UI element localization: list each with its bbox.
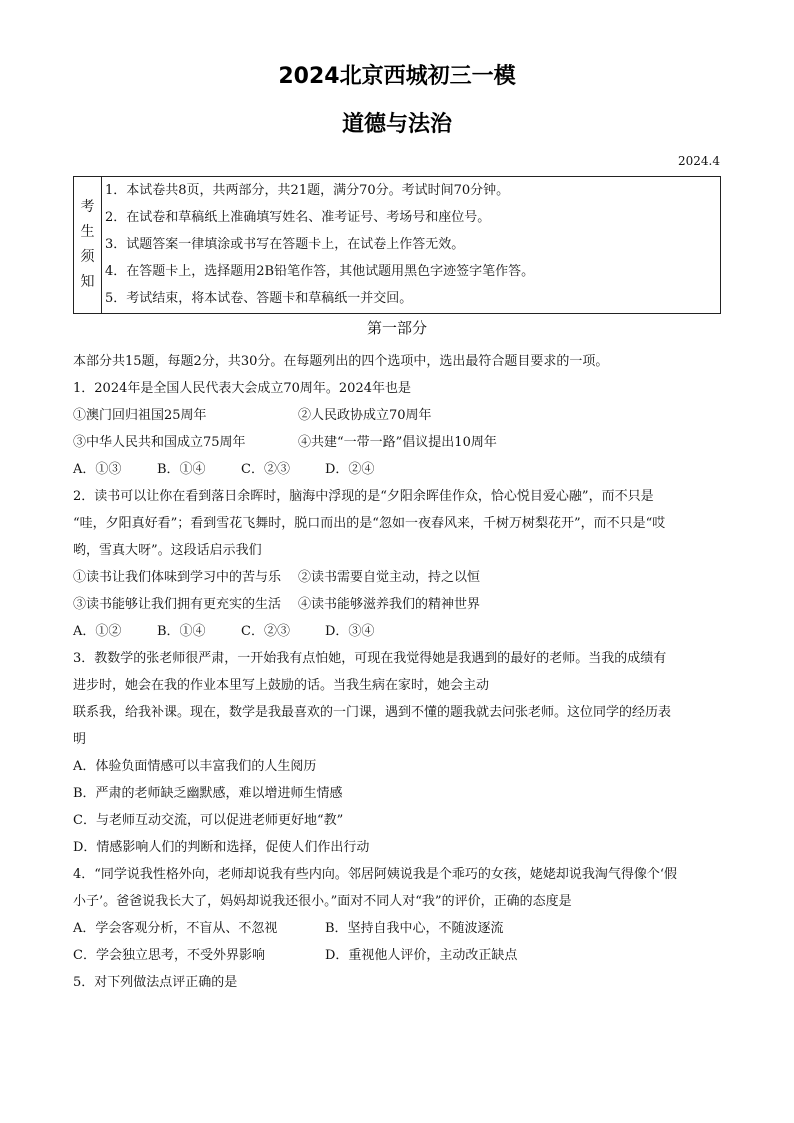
- notice-item: 4．在答题卡上，选择题用2B铅笔作答，其他试题用黑色字迹签字笔作答。: [105, 264, 535, 279]
- question-2-statements-row: [73, 591, 723, 618]
- notice-heading-char: 须: [80, 249, 95, 265]
- statement: ②人民政协成立70周年: [298, 408, 432, 423]
- notice-item: 5．考试结束，将本试卷、答题卡和草稿纸一并交回。: [105, 291, 413, 306]
- section-instructions: 本部分共15题，每题2分，共30分。在每题列出的四个选项中，选出最符合题目要求的一项。: [73, 354, 609, 369]
- question-3-stem: 3．教数学的张老师很严肃，一开始我有点怕她，可现在我觉得她是我遇到的最好的老师。当我的成绩有: [73, 651, 667, 666]
- section-title: 第一部分: [366, 319, 427, 337]
- question-2-statements-row: [73, 564, 723, 591]
- option-b: B．①④: [157, 624, 206, 639]
- notice-heading-char: 考: [80, 199, 95, 215]
- option-c: C．学会独立思考，不受外界影响: [73, 948, 265, 963]
- statement: ①读书让我们体味到学习中的苦与乐: [73, 570, 282, 585]
- question-2-stem: 哟，雪真大呀”。这段话启示我们: [73, 543, 262, 558]
- question-2-stem: 2．读书可以让你在看到落日余晖时，脑海中浮现的是“夕阳余晖佳作众，恰心悦目爱心融”，而不只是: [73, 489, 654, 504]
- candidate-notice-box: [73, 176, 721, 314]
- option-c: C．②③: [241, 462, 290, 477]
- statement: ③中华人民共和国成立75周年: [73, 435, 246, 450]
- subject-title: 道德与法治: [341, 112, 452, 137]
- statement: ③读书能够让我们拥有更充实的生活: [73, 597, 282, 612]
- question-5-stem: 5．对下列做法点评正确的是: [73, 975, 238, 990]
- statement: ②读书需要自觉主动，持之以恒: [298, 570, 481, 585]
- option-a: A．①②: [73, 624, 122, 639]
- option-d: D．情感影响人们的判断和选择，促使人们作出行动: [73, 840, 370, 855]
- exam-date: 2024.4: [678, 154, 720, 168]
- question-body: [73, 348, 723, 996]
- notice-list: [105, 177, 716, 312]
- option-c: C．②③: [241, 624, 290, 639]
- option-d: D．②④: [325, 462, 375, 477]
- option-b: B．坚持自我中心，不随波逐流: [325, 921, 504, 936]
- question-1-statements-row: [73, 402, 723, 429]
- question-1-options: [73, 456, 723, 483]
- option-a: A．①③: [73, 462, 122, 477]
- question-4-options-row: [73, 915, 723, 942]
- statement: ④读书能够滋养我们的精神世界: [298, 597, 481, 612]
- notice-item: 3．试题答案一律填涂或书写在答题卡上，在试卷上作答无效。: [105, 237, 465, 252]
- question-2-options: [73, 618, 723, 645]
- question-2-stem: “哇，夕阳真好看”；看到雪花飞舞时，脱口而出的是“忽如一夜春风来，千树万树梨花开”，而不只是“哎: [73, 516, 666, 531]
- exam-title: 2024北京西城初三一模: [278, 64, 516, 89]
- question-1-statements-row: [73, 429, 723, 456]
- notice-item: 1．本试卷共8页，共两部分，共21题，满分70分。考试时间70分钟。: [105, 183, 510, 198]
- option-a: A．体验负面情感可以丰富我们的人生阅历: [73, 759, 317, 774]
- statement: ④共建“一带一路”倡议提出10周年: [298, 435, 497, 450]
- question-3-stem: 联系我，给我补课。现在，数学是我最喜欢的一门课，遇到不懂的题我就去问张老师。这位同学的经历表: [73, 705, 672, 720]
- option-c: C．与老师互动交流，可以促进老师更好地“教”: [73, 813, 344, 828]
- option-b: B．严肃的老师缺乏幽默感，难以增进师生情感: [73, 786, 343, 801]
- notice-item: 2．在试卷和草稿纸上准确填写姓名、准考证号、考场号和座位号。: [105, 210, 491, 225]
- option-d: D．重视他人评价，主动改正缺点: [325, 948, 518, 963]
- question-4-options-row: [73, 942, 723, 969]
- question-3-stem: 明: [73, 732, 87, 747]
- option-d: D．③④: [325, 624, 375, 639]
- notice-heading: [74, 177, 102, 313]
- question-1-stem: 1．2024年是全国人民代表大会成立70周年。2024年也是: [73, 381, 411, 396]
- notice-heading-char: 知: [80, 274, 95, 290]
- question-3-stem: 进步时，她会在我的作业本里写上鼓励的话。当我生病在家时，她会主动: [73, 678, 490, 693]
- option-b: B．①④: [157, 462, 206, 477]
- question-4-stem: 4．“同学说我性格外向，老师却说我有些内向。邻居阿姨说我是个乖巧的女孩，姥姥却说我淘气得像个‘假: [73, 867, 678, 882]
- statement: ①澳门回归祖国25周年: [73, 408, 207, 423]
- question-4-stem: 小子’。爸爸说我长大了，妈妈却说我还很小。”面对不同人对“我”的评价，正确的态度是: [73, 894, 572, 909]
- option-a: A．学会客观分析，不盲从、不忽视: [73, 921, 278, 936]
- notice-heading-char: 生: [80, 224, 95, 240]
